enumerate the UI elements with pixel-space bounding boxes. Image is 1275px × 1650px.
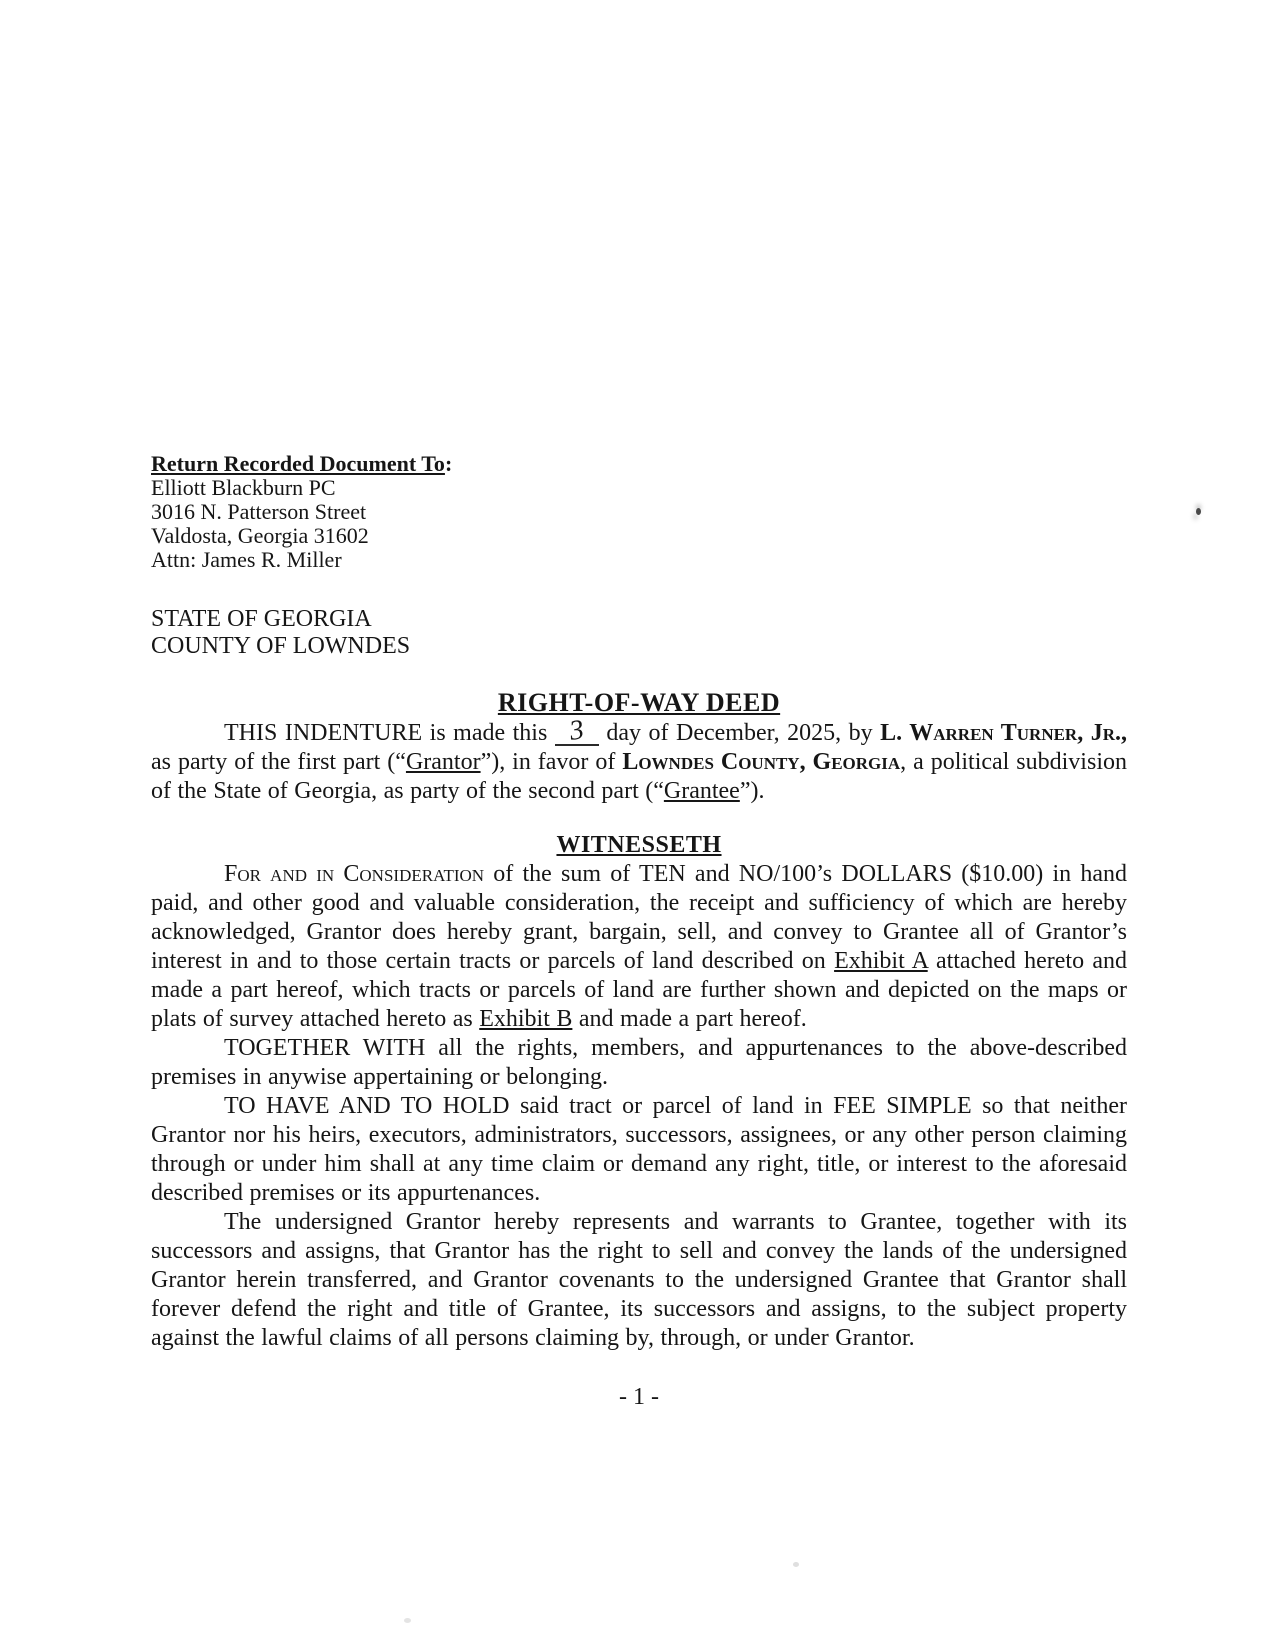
handwritten-digit: 3 bbox=[567, 714, 586, 747]
text-segment: attached hereto and made a part hereof, which tracts or parcels of land are further shown and depicted on the maps or plats of survey attached hereto as bbox=[151, 948, 1128, 1032]
text-segment: Grantee bbox=[663, 778, 740, 804]
paragraph-together-with bbox=[151, 1034, 1127, 1092]
return-heading bbox=[151, 452, 1127, 476]
text-segment: as party of the first part (“ bbox=[151, 749, 406, 775]
text-segment: L. Warren Turner, Jr., bbox=[880, 720, 1127, 746]
return-line-street: 3016 N. Patterson Street bbox=[151, 499, 367, 524]
return-line-firm: Elliott Blackburn PC bbox=[151, 475, 336, 500]
paragraph-warranty bbox=[151, 1208, 1127, 1353]
page-number: - 1 - bbox=[619, 1384, 659, 1410]
text-segment: THIS INDENTURE is made this bbox=[224, 720, 555, 746]
text-segment: Exhibit A bbox=[834, 948, 928, 974]
text-segment: Grantor bbox=[405, 749, 481, 775]
text-segment: TO HAVE AND TO HOLD said tract or parcel of land in FEE SIMPLE so that neither Grantor nor his heirs, executors, administrators, successors, assignees, or any other person claiming through or under him shall at any time claim or demand any right, title, or interest to the aforesaid described premises or its appurtenances. bbox=[151, 1093, 1127, 1206]
scan-artifact-speck bbox=[1196, 508, 1201, 515]
text-segment: and made a part hereof. bbox=[572, 1006, 807, 1032]
text-segment: TOGETHER WITH all the rights, members, and appurtenances to the above-described premises in anywise appertaining or belonging. bbox=[151, 1035, 1127, 1090]
witnesseth-heading-text: WITNESSETH bbox=[556, 832, 722, 858]
text-segment: , a political subdivision of the State of Georgia, as party of the second part (“ bbox=[151, 749, 1127, 804]
text-segment: For and in Consideration bbox=[224, 861, 485, 887]
witnesseth-heading bbox=[151, 830, 1127, 860]
scan-artifact-speck bbox=[404, 1618, 411, 1623]
return-line-attn: Attn: James R. Miller bbox=[151, 547, 342, 572]
handwritten-day-number bbox=[555, 714, 599, 747]
page-content bbox=[151, 0, 1127, 1412]
text-segment: ”). bbox=[739, 778, 765, 804]
text-segment: Exhibit B bbox=[479, 1006, 573, 1032]
text-segment: of the sum of TEN and NO/100’s DOLLARS ($10.00) in hand paid, and other good and valuable consideration, the receipt and sufficiency of which are hereby acknowledged, Grantor does hereby grant, bargain, sell, and convey to Grantee all of Grantor’s interest in and to those certain tracts or parcels of land described on bbox=[151, 861, 1128, 974]
paragraph-consideration bbox=[151, 860, 1127, 1034]
paragraph-habendum bbox=[151, 1092, 1127, 1208]
jurisdiction-block bbox=[151, 606, 1127, 660]
paragraph-indenture bbox=[151, 714, 1127, 806]
text-segment: Lowndes County, Georgia bbox=[622, 749, 901, 775]
text-segment: day of December, 2025, by bbox=[598, 720, 881, 746]
return-line-city: Valdosta, Georgia 31602 bbox=[151, 523, 369, 548]
county-line: COUNTY OF LOWNDES bbox=[151, 633, 411, 659]
document-title bbox=[151, 687, 1127, 719]
scan-artifact-speck bbox=[793, 1562, 799, 1567]
return-heading-colon: : bbox=[444, 451, 453, 476]
return-address-block bbox=[151, 452, 1127, 572]
state-line: STATE OF GEORGIA bbox=[151, 606, 372, 632]
text-segment: ”), in favor of bbox=[480, 749, 623, 775]
document-title-text: RIGHT-OF-WAY DEED bbox=[497, 688, 781, 717]
return-heading-text: Return Recorded Document To bbox=[151, 451, 445, 476]
text-segment: The undersigned Grantor hereby represents and warrants to Grantee, together with its successors and assigns, that Grantor has the right to sell and convey the lands of the undersigned Grantor herein transferred, and Grantor covenants to the undersigned Grantee that Grantor shall forever defend the right and title of Grantee, its successors and assigns, to the subject property against the lawful claims of all persons claiming by, through, or under Grantor. bbox=[151, 1209, 1127, 1351]
